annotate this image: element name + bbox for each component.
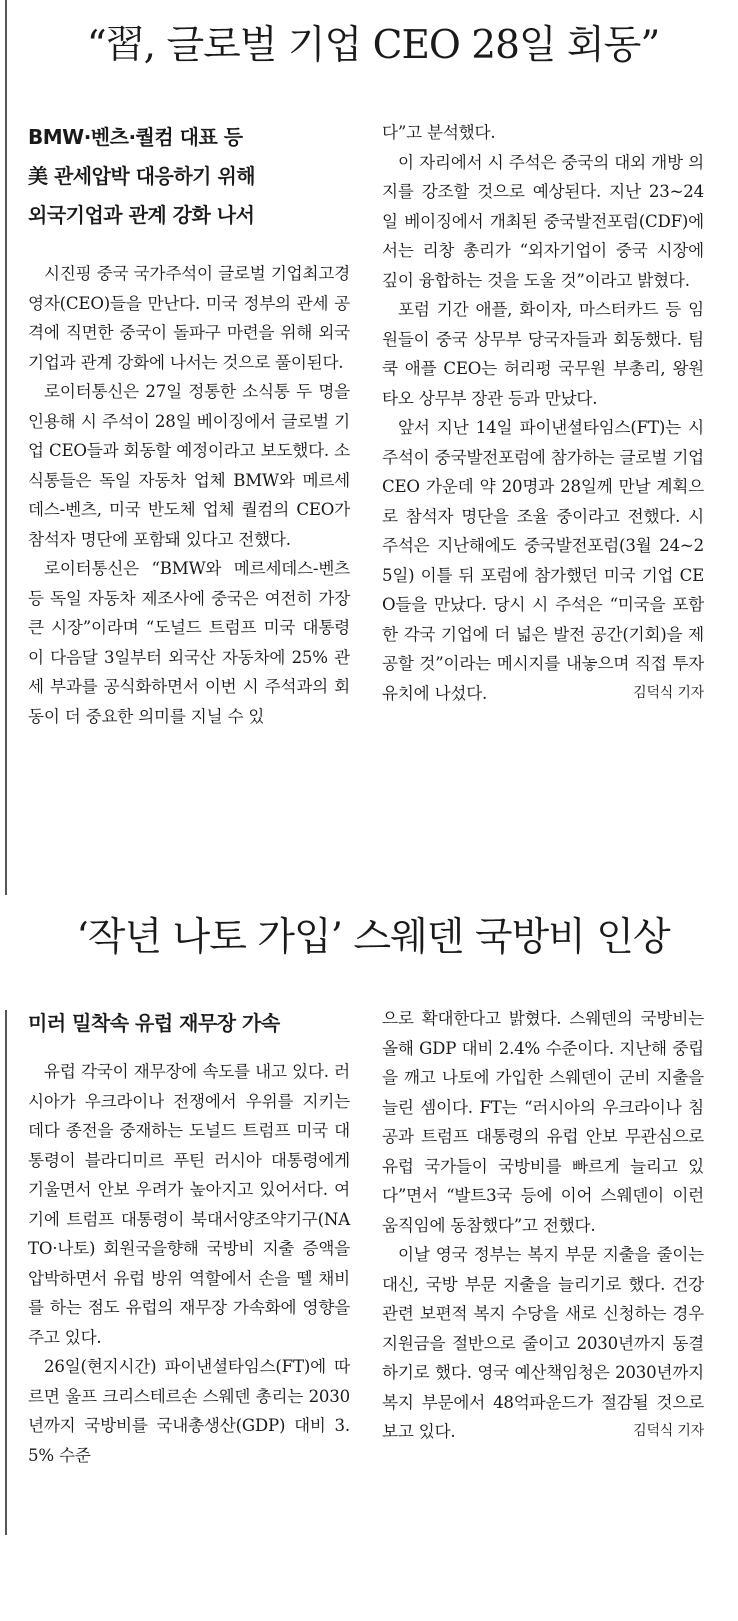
subheadline-line: 외국기업과 관계 강화 나서	[28, 203, 255, 227]
subheadline	[28, 118, 350, 235]
body-paragraph: 시진핑 중국 국가주석이 글로벌 기업최고경영자(CEO)들을 만난다. 미국 정부의 관세 공격에 직면한 중국이 돌파구 마련을 위해 외국 기업과 관계 강화에 나서는 것으로 풀이된다.	[28, 264, 350, 372]
body-paragraph-continued: 다”고 분석했다.	[382, 123, 496, 142]
body-text: 이날 영국 정부는 복지 부문 지출을 줄이는 대신, 국방 부문 지출을 늘리기로 했다. 건강 관련 보편적 복지 수당을 새로 신청하는 경우 지원금을 절반으로 줄이고 2030년까지 동결하기로 했다. 영국 예산책임청은 2030년까지 복지 부문에서 48억파운드가 절감될 것으로 보고 있다.	[382, 1245, 704, 1441]
column-rule-bottom	[5, 1010, 7, 1535]
article-body	[28, 1004, 718, 1544]
right-column	[382, 1004, 704, 1447]
article-sweden-defense	[28, 900, 718, 1560]
body-paragraph-last	[382, 1240, 704, 1447]
body-paragraph: 로이터통신은 27일 정통한 소식통 두 명을 인용해 시 주석이 28일 베이징에서 글로벌 기업 CEO들과 회동할 예정이라고 보도했다. 소식통들은 독일 자동차 업체 BMW와 메르세데스-벤츠, 미국 반도체 업체 퀄컴의 CEO가 참석자 명단에 포함돼 있다고 전했다.	[28, 382, 350, 549]
left-column	[28, 1004, 350, 1470]
body-paragraph: 이 자리에서 시 주석은 중국의 대외 개방 의지를 강조할 것으로 예상된다. 지난 23~24일 베이징에서 개최된 중국발전포럼(CDF)에서는 리창 총리가 “외자기업이 중국 시장에 깊이 융합하는 것을 도울 것”이라고 밝혔다.	[382, 152, 704, 290]
right-column	[382, 118, 704, 708]
subheadline-line: 美 관세압박 대응하기 위해	[28, 164, 256, 188]
subheadline-line: BMW·벤츠·퀄컴 대표 등	[28, 125, 243, 149]
headline: “習, 글로벌 기업 CEO 28일 회동”	[86, 23, 660, 68]
subheadline-line: 미러 밀착속 유럽 재무장 가속	[28, 1011, 280, 1035]
body-paragraph: 유럽 각국이 재무장에 속도를 내고 있다. 러시아가 우크라이나 전쟁에서 우위를 지키는 데다 종전을 중재하는 도널드 트럼프 미국 대통령이 블라디미르 푸틴 러시아 대통령에게 기울면서 안보 우려가 높아지고 있어서다. 여기에 트럼프 대통령이 북대서양조약기구(NATO·나토) 회원국을향해 국방비 지출 증액을 압박하면서 유럽 방위 역할에서 손을 뗄 채비를 하는 점도 유럽의 재무장 가속화에 영향을 주고 있다.	[28, 1062, 350, 1347]
body-paragraph-continued: 으로 확대한다고 밝혔다. 스웨덴의 국방비는 올해 GDP 대비 2.4% 수준이다. 지난해 중립을 깨고 나토에 가입한 스웨덴이 군비 지출을 늘린 셈이다. FT는 “러시아의 우크라이나 침공과 트럼프 대통령의 유럽 안보 무관심으로 유럽 국가들이 국방비를 빠르게 늘리고 있다”면서 “발트3국 등에 이어 스웨덴이 이런 움직임에 동참했다”고 전했다.	[382, 1009, 704, 1235]
headline: ‘작년 나토 가입’ 스웨덴 국방비 인상	[76, 915, 670, 960]
body-text: 앞서 지난 14일 파이낸셜타임스(FT)는 시 주석이 중국발전포럼에 참가하는 글로벌 기업 CEO 가운데 약 20명과 28일께 만날 계획으로 참석자 명단을 조율 중이라고 전했다. 시 주석은 지난해에도 중국발전포럼(3월 24~25일) 이틀 뒤 포럼에 참가했던 미국 기업 CEO들을 만났다. 당시 시 주석은 “미국을 포함한 각국 기업에 더 넓은 발전 공간(기회)을 제공할 것”이라는 메시지를 내놓으며 직접 투자 유치에 나섰다.	[382, 418, 704, 703]
article-body	[28, 118, 718, 878]
column-rule-top	[5, 0, 7, 895]
left-column	[28, 118, 350, 731]
byline: 김덕식 기자	[633, 684, 704, 701]
byline: 김덕식 기자	[633, 1423, 704, 1439]
body-paragraph: 포럼 기간 애플, 화이자, 마스터카드 등 임원들이 중국 상무부 당국자들과 회동했다. 팀 쿡 애플 CEO는 허리펑 국무원 부총리, 왕원타오 상무부 장관 등과 만났다.	[382, 300, 704, 408]
body-paragraph: 26일(현지시간) 파이낸셜타임스(FT)에 따르면 울프 크리스테르손 스웨덴 총리는 2030년까지 국방비를 국내총생산(GDP) 대비 3.5% 수준	[28, 1357, 350, 1465]
body-paragraph: 로이터통신은 “BMW와 메르세데스-벤츠 등 독일 자동차 제조사에 중국은 여전히 가장 큰 시장”이라며 “도널드 트럼프 미국 대통령이 다음달 3일부터 외국산 자동차에 25% 관세 부과를 공식화하면서 이번 시 주석과의 회동이 더 중요한 의미를 지닐 수 있	[28, 559, 350, 726]
body-paragraph-last	[382, 413, 704, 708]
article-xi-ceo-meeting	[28, 0, 718, 880]
subheadline	[28, 1004, 350, 1043]
